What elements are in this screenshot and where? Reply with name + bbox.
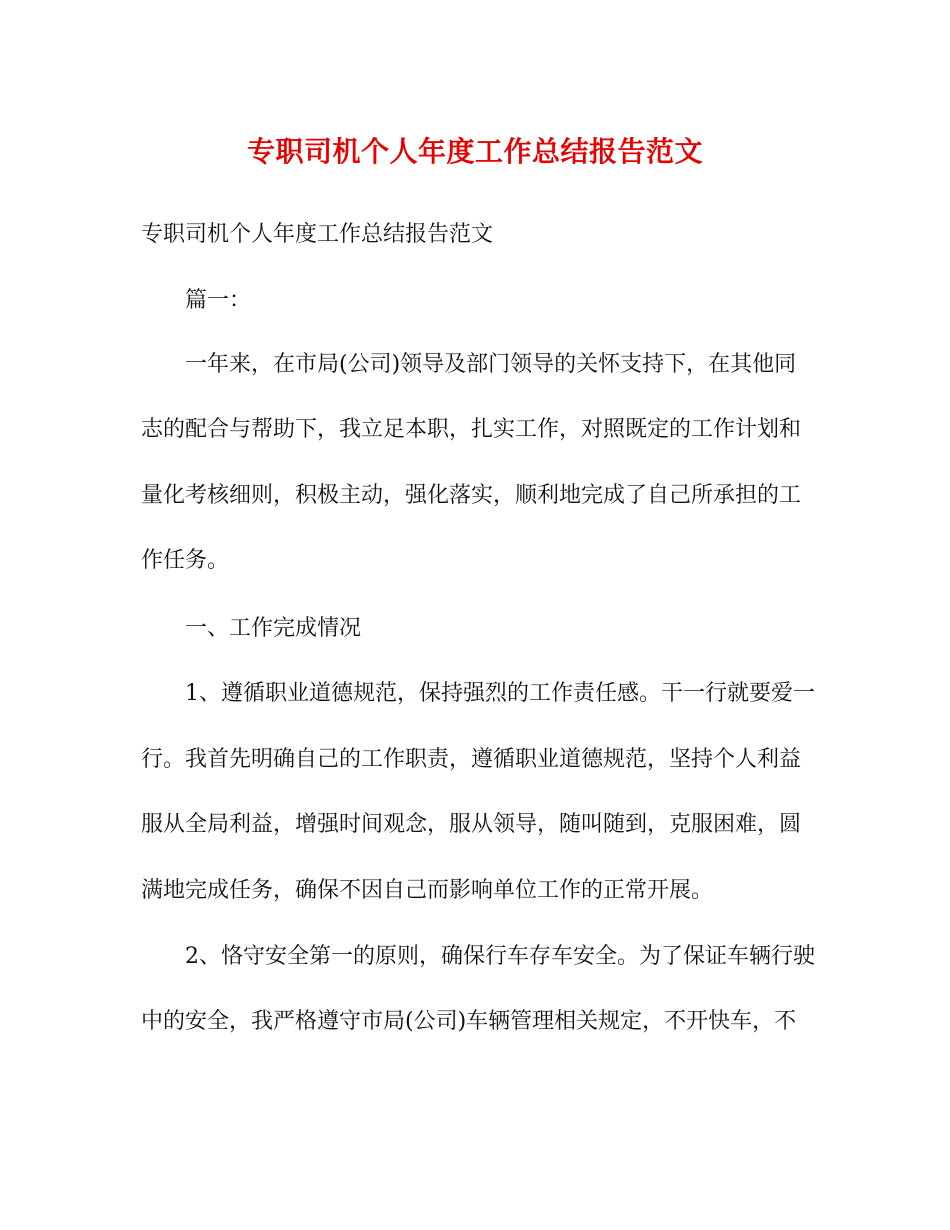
subtitle-line: 专职司机个人年度工作总结报告范文 (141, 222, 494, 247)
paragraph-line: 量化考核细则，积极主动，强化落实，顺利地完成了自己所承担的工 (141, 483, 802, 508)
document-title: 专职司机个人年度工作总结报告范文 (246, 135, 703, 168)
heading-line: 一、工作完成情况 (185, 616, 362, 641)
section-label-line: 篇一： (185, 288, 252, 313)
paragraph-line: 作任务。 (141, 548, 230, 573)
paragraph-line: 一年来，在市局(公司)领导及部门领导的关怀支持下，在其他同 (185, 352, 797, 377)
paragraph-line: 中的安全，我严格遵守市局(公司)车辆管理相关规定，不开快车，不 (141, 1009, 797, 1034)
paragraph-line: 满地完成任务，确保不因自己而影响单位工作的正常开展。 (141, 878, 714, 903)
paragraph-line: 服从全局利益，增强时间观念，服从领导，随叫随到，克服困难，圆 (141, 812, 802, 837)
paragraph-line: 1、遵循职业道德规范，保持强烈的工作责任感。干一行就要爱一 (185, 681, 815, 706)
paragraph-line: 行。我首先明确自己的工作职责，遵循职业道德规范，坚持个人利益 (141, 747, 802, 772)
paragraph-line: 志的配合与帮助下，我立足本职，扎实工作，对照既定的工作计划和 (141, 417, 802, 442)
paragraph-line: 2、恪守安全第一的原则，确保行车存车安全。为了保证车辆行驶 (185, 944, 815, 969)
